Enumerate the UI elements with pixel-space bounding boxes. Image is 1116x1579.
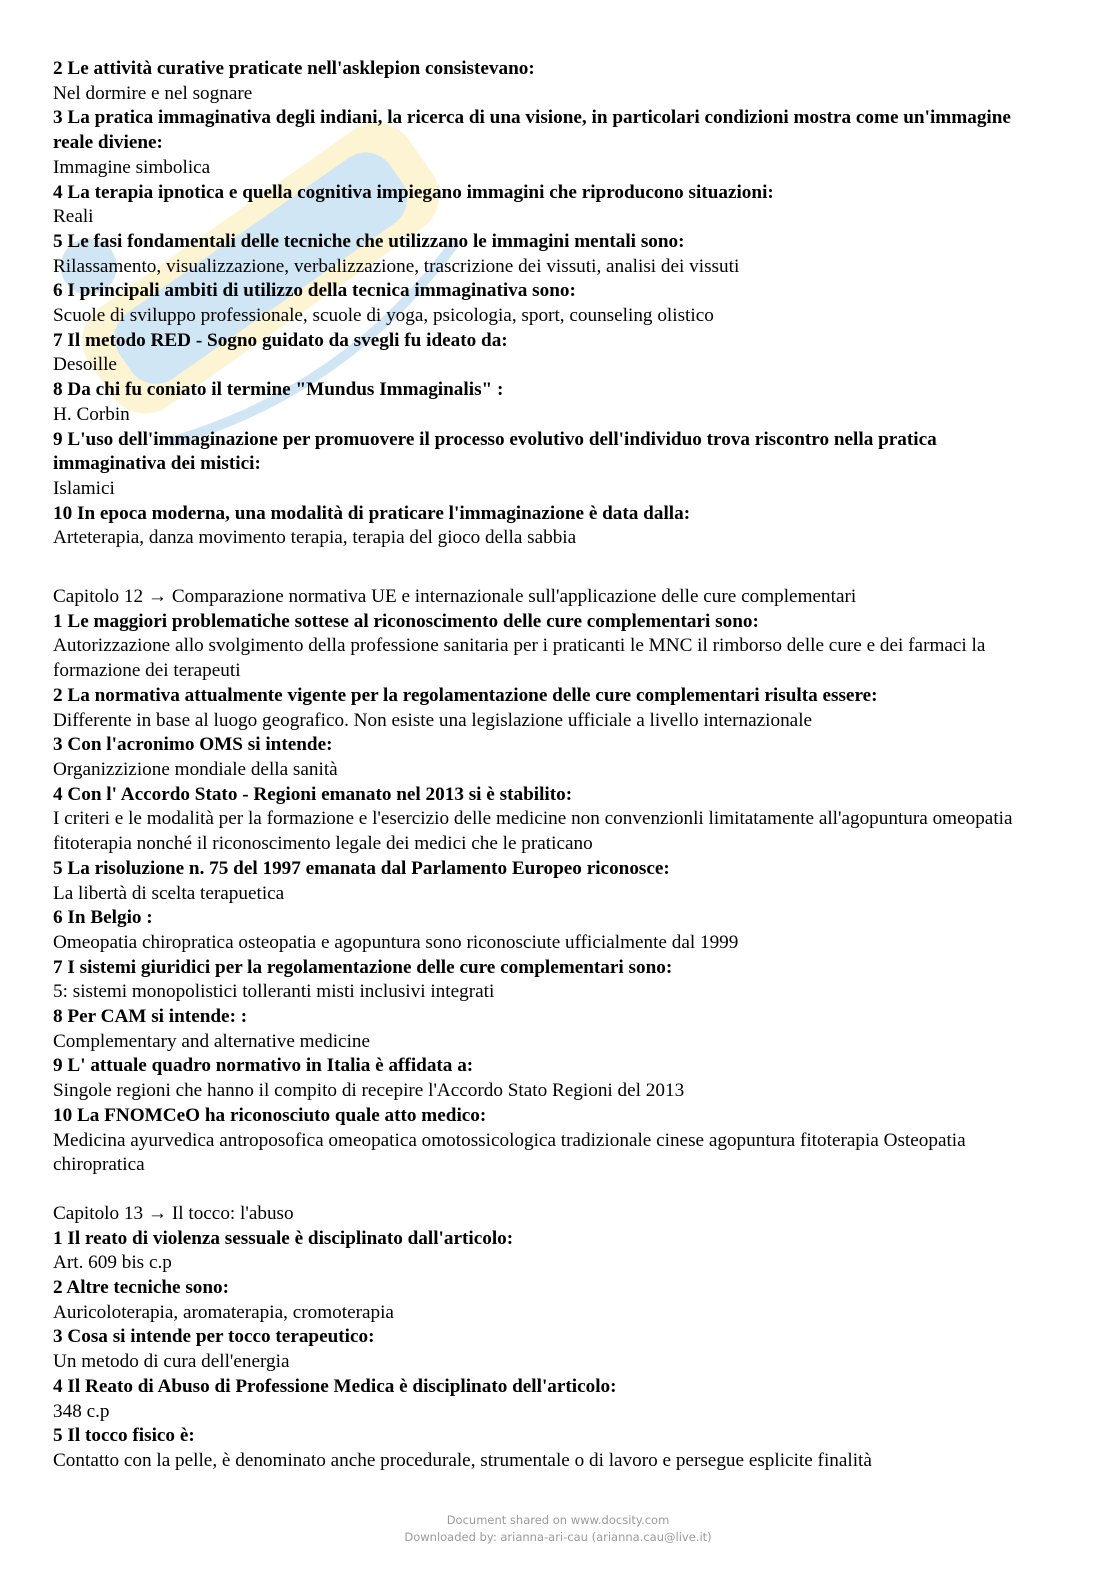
question-text: 4 La terapia ipnotica e quella cognitiva impiegano immagini che riproducono situazioni: xyxy=(53,181,774,203)
qa-item xyxy=(53,1325,1053,1374)
qa-block-imagination xyxy=(53,57,1053,551)
answer-text: Rilassamento, visualizzazione, verbalizzazione, trascrizione dei vissuti, analisi dei vissuti xyxy=(53,255,740,277)
qa-item xyxy=(53,1005,1053,1054)
chapter-title: Capitolo 12 → Comparazione normativa UE e internazionale sull'applicazione delle cure complementari xyxy=(53,586,857,608)
footer-shared-on: Document shared on www.docsity.com xyxy=(446,1513,670,1527)
question-text: 3 La pratica immaginativa degli indiani, la ricerca di una visione, in particolari condizioni mostra come un'immagine reale diviene: xyxy=(53,107,1011,154)
question-text: 7 I sistemi giuridici per la regolamentazione delle cure complementari sono: xyxy=(53,956,673,978)
answer-text: 5: sistemi monopolistici tolleranti misti inclusivi integrati xyxy=(53,981,495,1003)
answer-text: Arteterapia, danza movimento terapia, terapia del gioco della sabbia xyxy=(53,527,577,549)
question-text: 3 Con l'acronimo OMS si intende: xyxy=(53,734,333,756)
question-text: 9 L' attuale quadro normativo in Italia è affidata a: xyxy=(53,1055,474,1077)
question-text: 6 I principali ambiti di utilizzo della tecnica immaginativa sono: xyxy=(53,280,576,302)
qa-item xyxy=(53,1054,1053,1103)
answer-text: Differente in base al luogo geografico. Non esiste una legislazione ufficiale a livello internazionale xyxy=(53,709,813,731)
qa-item xyxy=(53,906,1053,955)
spacer xyxy=(53,1178,1053,1202)
qa-item xyxy=(53,783,1053,857)
answer-text: Contatto con la pelle, è denominato anche procedurale, strumentale o di lavoro e persegue esplicite finalità xyxy=(53,1449,872,1471)
qa-item xyxy=(53,1227,1053,1276)
question-text: 4 Con l' Accordo Stato - Regioni emanato nel 2013 si è stabilito: xyxy=(53,783,573,805)
answer-text: 348 c.p xyxy=(53,1400,110,1422)
qa-item xyxy=(53,1104,1053,1178)
question-text: 7 Il metodo RED - Sogno guidato da svegli fu ideato da: xyxy=(53,329,508,351)
document-page xyxy=(53,57,1053,1474)
question-text: 8 Per CAM si intende: : xyxy=(53,1006,248,1028)
question-text: 5 Le fasi fondamentali delle tecniche che utilizzano le immagini mentali sono: xyxy=(53,230,685,252)
question-text: 2 Le attività curative praticate nell'asklepion consistevano: xyxy=(53,58,535,79)
answer-text: Autorizzazione allo svolgimento della professione sanitaria per i praticanti le MNC il rimborso delle cure e dei farmaci la formazione dei terapeuti xyxy=(53,635,986,682)
qa-item xyxy=(53,279,1053,328)
qa-item xyxy=(53,230,1053,279)
qa-item xyxy=(53,428,1053,502)
question-text: 2 Altre tecniche sono: xyxy=(53,1277,230,1299)
answer-text: Omeopatia chiropratica osteopatia e agopuntura sono riconosciute ufficialmente dal 1999 xyxy=(53,931,739,953)
answer-text: H. Corbin xyxy=(53,403,130,425)
qa-item xyxy=(53,1276,1053,1325)
answer-text: Auricoloterapia, aromaterapia, cromoterapia xyxy=(53,1301,394,1323)
chapter-12-section xyxy=(53,585,1053,1178)
chapter-13-section xyxy=(53,1202,1053,1474)
question-text: 2 La normativa attualmente vigente per la regolamentazione delle cure complementari risulta essere: xyxy=(53,684,878,706)
qa-item xyxy=(53,378,1053,427)
question-text: 9 L'uso dell'immaginazione per promuovere il processo evolutivo dell'individuo trova riscontro nella pratica immaginativa dei mistici: xyxy=(53,428,937,475)
qa-item xyxy=(53,502,1053,551)
answer-text: Immagine simbolica xyxy=(53,156,211,178)
qa-item xyxy=(53,1375,1053,1424)
answer-text: La libertà di scelta terapuetica xyxy=(53,882,285,904)
answer-text: Islamici xyxy=(53,477,115,499)
question-text: 5 La risoluzione n. 75 del 1997 emanata dal Parlamento Europeo riconosce: xyxy=(53,857,670,879)
answer-text: Reali xyxy=(53,206,94,228)
qa-item xyxy=(53,57,1053,106)
question-text: 3 Cosa si intende per tocco terapeutico: xyxy=(53,1326,375,1348)
qa-item xyxy=(53,181,1053,230)
qa-item xyxy=(53,610,1053,684)
qa-item xyxy=(53,733,1053,782)
question-text: 6 In Belgio : xyxy=(53,907,153,929)
answer-text: Scuole di sviluppo professionale, scuole di yoga, psicologia, sport, counseling olistico xyxy=(53,305,714,327)
qa-item xyxy=(53,684,1053,733)
chapter-title: Capitolo 13 → Il tocco: l'abuso xyxy=(53,1202,294,1224)
answer-text: Complementary and alternative medicine xyxy=(53,1030,371,1052)
answer-text: Singole regioni che hanno il compito di recepire l'Accordo Stato Regioni del 2013 xyxy=(53,1080,685,1102)
qa-item xyxy=(53,329,1053,378)
qa-item xyxy=(53,857,1053,906)
qa-item xyxy=(53,1424,1053,1473)
answer-text: Organizzizione mondiale della sanità xyxy=(53,758,338,780)
answer-text: Art. 609 bis c.p xyxy=(53,1252,172,1274)
question-text: 1 Le maggiori problematiche sottese al riconoscimento delle cure complementari sono: xyxy=(53,610,759,632)
question-text: 4 Il Reato di Abuso di Professione Medica è disciplinato dell'articolo: xyxy=(53,1375,617,1397)
answer-text: Nel dormire e nel sognare xyxy=(53,82,253,104)
question-text: 10 In epoca moderna, una modalità di praticare l'immaginazione è data dalla: xyxy=(53,502,691,524)
answer-text: Un metodo di cura dell'energia xyxy=(53,1351,290,1373)
question-text: 10 La FNOMCeO ha riconosciuto quale atto medico: xyxy=(53,1104,487,1126)
answer-text: Desoille xyxy=(53,354,117,376)
question-text: 8 Da chi fu coniato il termine "Mundus Immaginalis" : xyxy=(53,379,504,401)
answer-text: I criteri e le modalità per la formazione e l'esercizio delle medicine non convenzionli limitatamente all'agopuntura omeopatia fitoterapia nonché il riconoscimento legale dei medici che le praticano xyxy=(53,808,1013,855)
footer-downloaded-by: Downloaded by: arianna-ari-cau (arianna.cau@live.it) xyxy=(404,1530,712,1544)
answer-text: Medicina ayurvedica antroposofica omeopatica omotossicologica tradizionale cinese agopuntura fitoterapia Osteopatia chiropratica xyxy=(53,1129,966,1176)
qa-item xyxy=(53,106,1053,180)
qa-item xyxy=(53,956,1053,1005)
question-text: 1 Il reato di violenza sessuale è disciplinato dall'articolo: xyxy=(53,1227,514,1249)
spacer xyxy=(53,551,1053,585)
question-text: 5 Il tocco fisico è: xyxy=(53,1425,195,1447)
